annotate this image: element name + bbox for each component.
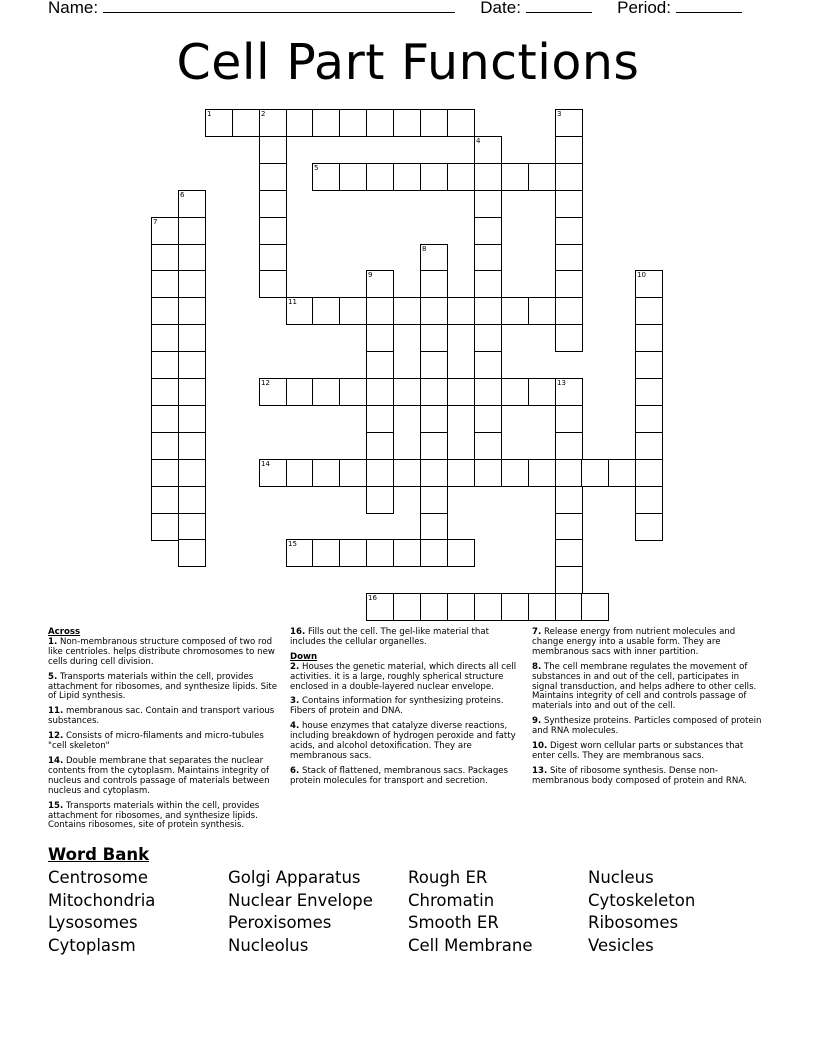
crossword-cell[interactable]: [178, 297, 206, 325]
word-bank-word: Vesicles: [588, 936, 654, 955]
crossword-cell[interactable]: [420, 405, 448, 433]
crossword-cell[interactable]: [151, 378, 179, 406]
crossword-cell[interactable]: [447, 459, 475, 487]
crossword-cell[interactable]: [528, 593, 556, 621]
crossword-cell[interactable]: [474, 244, 502, 272]
crossword-cell[interactable]: [151, 324, 179, 352]
crossword-cell[interactable]: [528, 297, 556, 325]
crossword-cell[interactable]: [420, 539, 448, 567]
crossword-cell[interactable]: [635, 486, 663, 514]
crossword-cell[interactable]: [555, 486, 583, 514]
clue-down-9: 9. Synthesize proteins. Particles composed of protein and RNA molecules.: [532, 716, 762, 737]
word-bank-word: Cytoskeleton: [588, 891, 696, 910]
crossword-cell[interactable]: [151, 244, 179, 272]
name-label: Name:: [48, 0, 99, 17]
crossword-cell[interactable]: [151, 405, 179, 433]
clue-down-3: 3. Contains information for synthesizing proteins. Fibers of protein and DNA.: [290, 696, 504, 717]
crossword-cell[interactable]: [366, 351, 394, 379]
crossword-cell[interactable]: [259, 270, 287, 298]
crossword-cell[interactable]: [555, 136, 583, 164]
crossword-cell[interactable]: [555, 324, 583, 352]
crossword-cell[interactable]: [635, 405, 663, 433]
clue-number-label: 11: [288, 298, 297, 306]
clue-number-label: 1: [207, 110, 212, 118]
crossword-cell[interactable]: [608, 459, 636, 487]
crossword-cell[interactable]: [420, 459, 448, 487]
crossword-cell[interactable]: [178, 378, 206, 406]
crossword-cell[interactable]: [259, 136, 287, 164]
crossword-cell[interactable]: [259, 190, 287, 218]
clue-number-label: 8: [422, 245, 427, 253]
word-bank-word: Centrosome: [48, 868, 149, 887]
crossword-cell[interactable]: [635, 513, 663, 541]
crossword-cell[interactable]: [178, 513, 206, 541]
crossword-cell[interactable]: [151, 513, 179, 541]
word-bank-word: Lysosomes: [48, 913, 138, 932]
crossword-cell[interactable]: [474, 270, 502, 298]
crossword-cell[interactable]: [151, 432, 179, 460]
crossword-cell[interactable]: [555, 190, 583, 218]
clue-number-label: 2: [261, 110, 266, 118]
crossword-cell[interactable]: [420, 270, 448, 298]
crossword-cell[interactable]: [420, 486, 448, 514]
clue-number-label: 3: [557, 110, 562, 118]
crossword-cell[interactable]: [420, 432, 448, 460]
crossword-cell[interactable]: [474, 163, 502, 191]
crossword-cell[interactable]: [393, 378, 421, 406]
crossword-cell[interactable]: [393, 109, 421, 137]
crossword-cell[interactable]: [178, 432, 206, 460]
crossword-cell[interactable]: [151, 270, 179, 298]
crossword-cell[interactable]: [339, 459, 367, 487]
crossword-cell[interactable]: [420, 513, 448, 541]
crossword-cell[interactable]: [447, 378, 475, 406]
crossword-cell[interactable]: [339, 539, 367, 567]
crossword-cell[interactable]: [339, 109, 367, 137]
crossword-cell[interactable]: [393, 593, 421, 621]
crossword-cell[interactable]: [474, 217, 502, 245]
crossword-cell[interactable]: [474, 297, 502, 325]
crossword-cell[interactable]: [366, 163, 394, 191]
word-bank-word: Smooth ER: [408, 913, 499, 932]
crossword-cell[interactable]: [447, 539, 475, 567]
word-bank-word: Cell Membrane: [408, 936, 533, 955]
crossword-cell[interactable]: [555, 432, 583, 460]
clue-across-12: 12. Consists of micro-filaments and micro-tubules "cell skeleton": [48, 731, 264, 752]
crossword-cell[interactable]: [259, 244, 287, 272]
crossword-cell[interactable]: [339, 378, 367, 406]
crossword-cell[interactable]: [178, 539, 206, 567]
crossword-cell[interactable]: [528, 163, 556, 191]
crossword-cell[interactable]: [474, 190, 502, 218]
crossword-cell[interactable]: [635, 324, 663, 352]
clues-column-1: [48, 628, 280, 836]
crossword-cell[interactable]: [555, 163, 583, 191]
crossword-cell[interactable]: [393, 163, 421, 191]
crossword-cell[interactable]: [151, 297, 179, 325]
crossword-cell[interactable]: [420, 378, 448, 406]
clue-number-label: 15: [288, 540, 297, 548]
crossword-cell[interactable]: [474, 432, 502, 460]
word-bank-word: Chromatin: [408, 891, 495, 910]
crossword-cell[interactable]: [420, 324, 448, 352]
clue-across-14: 14. Double membrane that separates the nuclear contents from the cytoplasm. Maintains integrity of nucleus and controls passage of materials between nucleus and cytoplasm.: [48, 755, 270, 796]
crossword-cell[interactable]: [555, 297, 583, 325]
crossword-cell[interactable]: [555, 539, 583, 567]
crossword-cell[interactable]: [555, 405, 583, 433]
crossword-cell[interactable]: [420, 593, 448, 621]
crossword-cell[interactable]: [366, 432, 394, 460]
crossword-cell[interactable]: [447, 297, 475, 325]
crossword-cell[interactable]: [447, 109, 475, 137]
crossword-cell[interactable]: [178, 217, 206, 245]
crossword-cell[interactable]: [635, 432, 663, 460]
clue-down-10: 10. Digest worn cellular parts or substances that enter cells. They are membranous sacs.: [532, 741, 744, 761]
crossword-cell[interactable]: [178, 405, 206, 433]
clues-column-3: [532, 628, 762, 792]
crossword-cell[interactable]: [581, 593, 609, 621]
crossword-cell[interactable]: [393, 459, 421, 487]
crossword-cell[interactable]: [366, 539, 394, 567]
crossword-cell[interactable]: [447, 593, 475, 621]
crossword-cell[interactable]: [474, 324, 502, 352]
across-heading: Across: [48, 627, 81, 637]
crossword-cell[interactable]: [151, 486, 179, 514]
crossword-cell[interactable]: [447, 163, 475, 191]
crossword-cell[interactable]: [312, 109, 340, 137]
crossword-cell[interactable]: [312, 459, 340, 487]
crossword-cell[interactable]: [178, 351, 206, 379]
crossword-cell[interactable]: [555, 217, 583, 245]
crossword-cell[interactable]: [501, 459, 529, 487]
crossword-cell[interactable]: [474, 405, 502, 433]
period-label: Period:: [617, 0, 671, 17]
clue-number-label: 5: [314, 164, 319, 172]
clue-number-label: 6: [180, 191, 185, 199]
crossword-cell[interactable]: [501, 593, 529, 621]
word-bank-word: Mitochondria: [48, 891, 156, 910]
crossword-cell[interactable]: [366, 486, 394, 514]
crossword-cell[interactable]: [178, 459, 206, 487]
crossword-cell[interactable]: [151, 459, 179, 487]
crossword-cell[interactable]: [339, 163, 367, 191]
crossword-cell[interactable]: [474, 351, 502, 379]
clue-number-label: 12: [261, 379, 270, 387]
crossword-cell[interactable]: [635, 378, 663, 406]
crossword-cell[interactable]: [555, 513, 583, 541]
clue-number-label: 7: [153, 218, 158, 226]
crossword-cell[interactable]: [555, 270, 583, 298]
crossword-cell[interactable]: [555, 244, 583, 272]
clue-across-5: 5. Transports materials within the cell, provides attachment for ribosomes, and synthesize lipids. Site of Lipid synthesis.: [48, 671, 278, 702]
clue-down-2: 2. Houses the genetic material, which directs all cell activities. it is a large, roughly spherical structure enclosed in a double-layered nuclear envelope.: [290, 661, 517, 692]
clue-across-16: 16. Fills out the cell. The gel-like material that includes the cellular organelles.: [290, 627, 490, 647]
word-bank-word: Peroxisomes: [228, 913, 332, 932]
word-bank-title: Word Bank: [48, 845, 150, 864]
crossword-cell[interactable]: [393, 539, 421, 567]
crossword-cell[interactable]: [501, 163, 529, 191]
crossword-cell[interactable]: [501, 378, 529, 406]
crossword-cell[interactable]: [474, 459, 502, 487]
crossword-cell[interactable]: [286, 109, 314, 137]
clue-down-8: 8. The cell membrane regulates the movement of substances in and out of the cell, participates in signal transduction, and helps adhere to other cells. Maintains integrity of cell and controls passage of materials into and out of the cell.: [532, 661, 757, 712]
clue-across-15: 15. Transports materials within the cell, provides attachment for ribosomes, and synthesize lipids. Contains ribosomes, site of protein synthesis.: [48, 800, 260, 831]
crossword-cell[interactable]: [312, 297, 340, 325]
crossword-cell[interactable]: [420, 109, 448, 137]
crossword-cell[interactable]: [178, 324, 206, 352]
crossword-cell[interactable]: [178, 486, 206, 514]
crossword-cell[interactable]: [366, 378, 394, 406]
crossword-cell[interactable]: [151, 351, 179, 379]
word-bank-word: Cytoplasm: [48, 936, 136, 955]
crossword-cell[interactable]: [635, 297, 663, 325]
word-bank-word: Nucleus: [588, 868, 654, 887]
crossword-cell[interactable]: [555, 566, 583, 594]
clue-across-11: 11. membranous sac. Contain and transport various substances.: [48, 706, 275, 727]
crossword-cell[interactable]: [366, 459, 394, 487]
clue-down-6: 6. Stack of flattened, membranous sacs. Packages protein molecules for transport and secretion.: [290, 765, 509, 786]
crossword-cell[interactable]: [474, 378, 502, 406]
word-bank-word: Golgi Apparatus: [228, 868, 361, 887]
word-bank-word: Rough ER: [408, 868, 488, 887]
crossword-cell[interactable]: [420, 351, 448, 379]
crossword-cell[interactable]: [232, 109, 260, 137]
clue-number-label: 9: [368, 271, 373, 279]
crossword-cell[interactable]: [259, 217, 287, 245]
crossword-cell[interactable]: [635, 459, 663, 487]
clue-down-7: 7. Release energy from nutrient molecules and change energy into a usable form. They are membranous sacs with inner partition.: [532, 627, 736, 657]
crossword-cell[interactable]: [474, 593, 502, 621]
crossword-cell[interactable]: [420, 163, 448, 191]
clue-down-13: 13. Site of ribosome synthesis. Dense non-membranous body composed of protein and RNA.: [532, 765, 747, 786]
crossword-cell[interactable]: [555, 593, 583, 621]
page-title: Cell Part Functions: [176, 34, 640, 91]
date-label: Date:: [480, 0, 521, 17]
word-bank-word: Ribosomes: [588, 913, 679, 932]
clue-across-1: 1. Non-membranous structure composed of two rod like centrioles. helps distribute chromosomes to new cells during cell division.: [48, 636, 275, 667]
crossword-cell[interactable]: [366, 297, 394, 325]
clue-number-label: 10: [637, 271, 646, 279]
crossword-cell[interactable]: [581, 459, 609, 487]
crossword-cell[interactable]: [366, 324, 394, 352]
crossword-cell[interactable]: [366, 109, 394, 137]
crossword-cell[interactable]: [312, 539, 340, 567]
crossword-cell[interactable]: [259, 163, 287, 191]
crossword-cell[interactable]: [339, 297, 367, 325]
crossword-cell[interactable]: [555, 459, 583, 487]
crossword-cell[interactable]: [286, 378, 314, 406]
crossword-cell[interactable]: [501, 297, 529, 325]
crossword-cell[interactable]: [393, 297, 421, 325]
word-bank-word: Nuclear Envelope: [228, 891, 373, 910]
crossword-cell[interactable]: [528, 378, 556, 406]
down-heading: Down: [290, 651, 318, 662]
clue-number-label: 13: [557, 379, 566, 387]
clue-number-label: 16: [368, 594, 377, 602]
crossword-cell[interactable]: [178, 244, 206, 272]
word-bank-word: Nucleolus: [228, 936, 309, 955]
crossword-cell[interactable]: [286, 459, 314, 487]
clue-number-label: 14: [261, 460, 270, 468]
clue-number-label: 4: [476, 137, 481, 145]
clue-down-4: 4. house enzymes that catalyze diverse reactions, including breakdown of hydrogen peroxide and fatty acids, and alcohol detoxification. They are membranous sacs.: [290, 721, 516, 761]
crossword-cell[interactable]: [635, 351, 663, 379]
crossword-cell[interactable]: [366, 405, 394, 433]
crossword-cell[interactable]: [178, 270, 206, 298]
crossword-cell[interactable]: [528, 459, 556, 487]
crossword-cell[interactable]: [420, 297, 448, 325]
crossword-cell[interactable]: [312, 378, 340, 406]
clues-column-2: [290, 628, 518, 792]
